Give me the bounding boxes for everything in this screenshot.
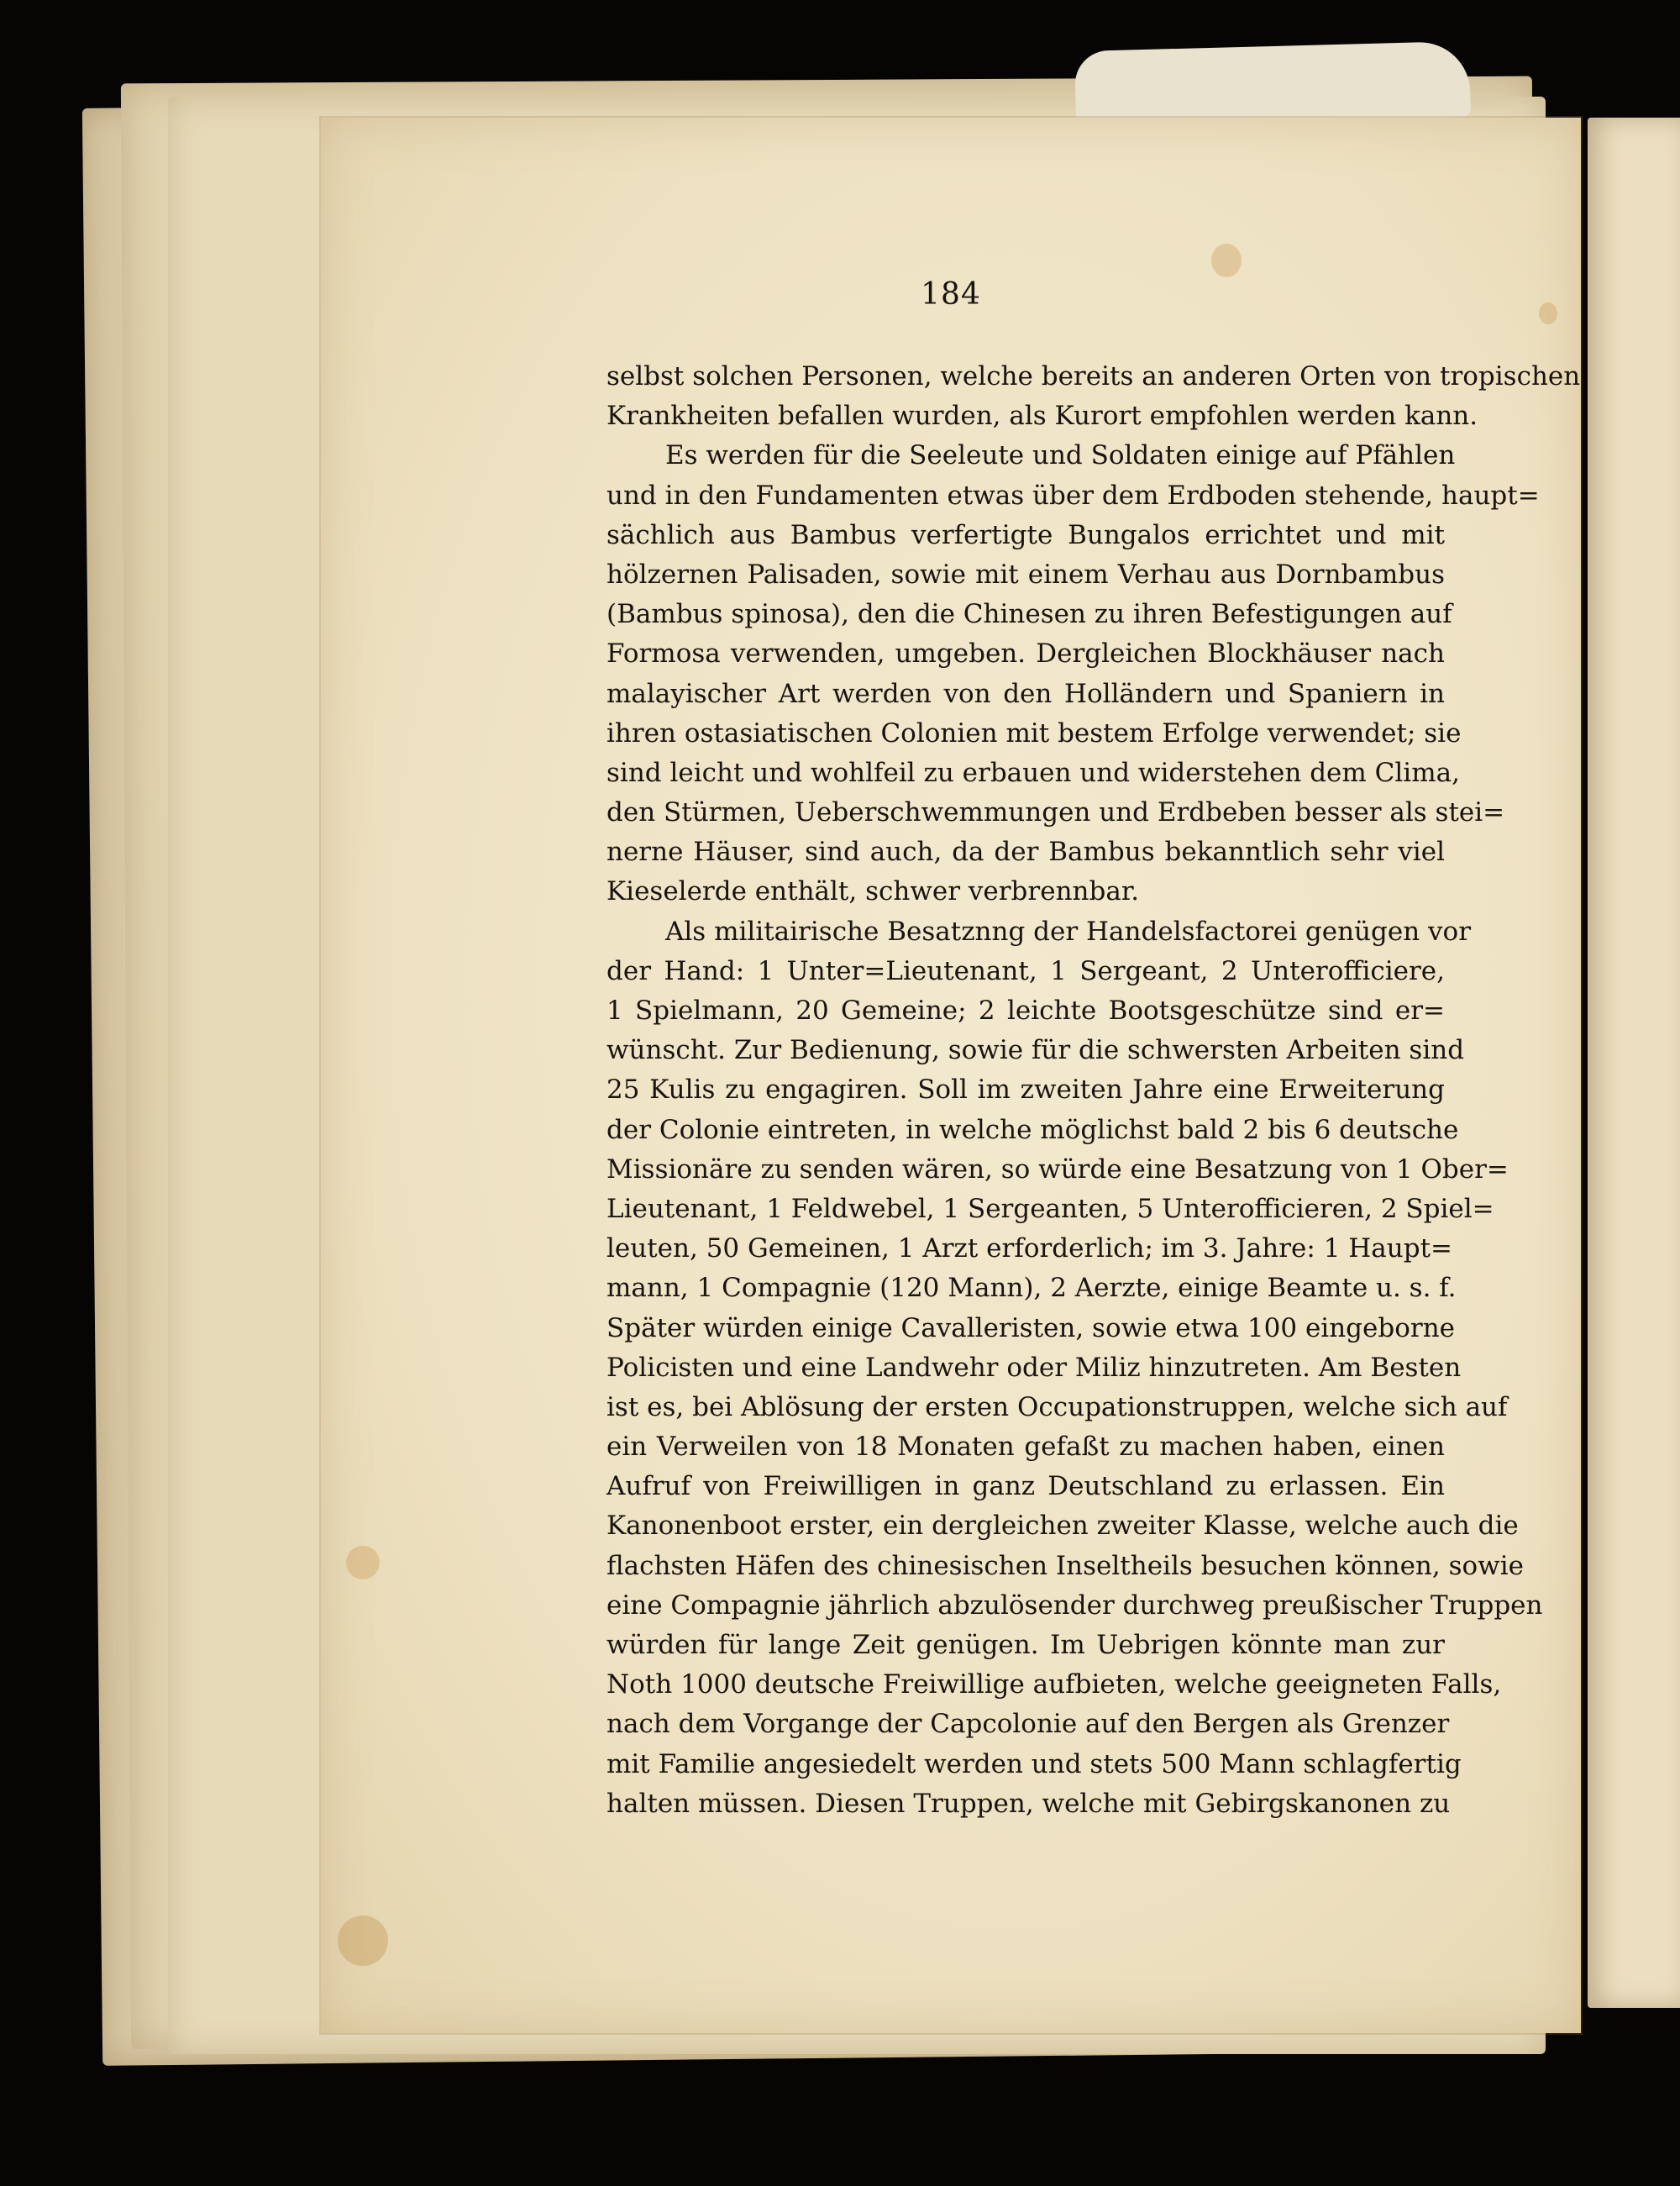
paper-stain	[346, 1546, 380, 1579]
text-line: nerne Häuser, sind auch, da der Bambus bekanntlich sehr viel	[606, 837, 1445, 868]
text-line: nach dem Vorgange der Capcolonie auf den Bergen als Grenzer	[606, 1709, 1450, 1740]
text-line: hölzernen Palisaden, sowie mit einem Verhau aus Dornbambus	[606, 559, 1445, 590]
text-line: sind leicht und wohlfeil zu erbauen und widerstehen dem Clima,	[606, 757, 1460, 788]
body-text	[606, 357, 1581, 1824]
text-line: 25 Kulis zu engagiren. Soll im zweiten Jahre eine Erweiterung	[606, 1075, 1445, 1106]
text-line: Kanonenboot erster, ein dergleichen zweiter Klasse, welche auch die	[606, 1511, 1519, 1542]
text-line: flachsten Häfen des chinesischen Inseltheils besuchen können, sowie	[606, 1550, 1524, 1581]
page-number: 184	[921, 277, 981, 312]
text-line: Missionäre zu senden wären, so würde eine Besatzung von 1 Ober=	[606, 1153, 1509, 1185]
text-line: Später würden einige Cavalleristen, sowie etwa 100 eingeborne	[606, 1312, 1456, 1343]
text-line: 1 Spielmann, 20 Gemeine; 2 leichte Bootsgeschütze sind er=	[606, 996, 1445, 1026]
torn-paper-fragment	[1074, 41, 1471, 127]
text-line: der Hand: 1 Unter=Lieutenant, 1 Sergeant, 2 Unterofficiere,	[606, 955, 1445, 986]
text-line: eine Compagnie jährlich abzulösender durchweg preußischer Truppen	[606, 1590, 1543, 1621]
facing-page-edge	[1588, 118, 1680, 2008]
text-line: Aufruf von Freiwilligen in ganz Deutschland zu erlassen. Ein	[606, 1471, 1445, 1502]
text-line: ist es, bei Ablösung der ersten Occupationstruppen, welche sich auf	[606, 1391, 1508, 1422]
text-line: ihren ostasiatischen Colonien mit bestem Erfolge verwendet; sie	[606, 717, 1462, 749]
text-line: sächlich aus Bambus verfertigte Bungalos errichtet und mit	[606, 519, 1445, 550]
text-line: den Stürmen, Ueberschwemmungen und Erdbeben besser als stei=	[606, 797, 1505, 828]
text-line: malayischer Art werden von den Holländern und Spaniern in	[606, 678, 1445, 709]
text-line: und in den Fundamenten etwas über dem Erdboden stehende, haupt=	[606, 480, 1540, 511]
text-line: Formosa verwenden, umgeben. Dergleichen Blockhäuser nach	[606, 638, 1445, 670]
paper-stain	[1211, 244, 1242, 277]
text-line: Lieutenant, 1 Feldwebel, 1 Sergeanten, 5 Unterofficieren, 2 Spiel=	[606, 1193, 1494, 1224]
text-line: mann, 1 Compagnie (120 Mann), 2 Aerzte, einige Beamte u. s. f.	[606, 1273, 1457, 1304]
paper-stain	[338, 1915, 388, 1966]
text-line: leuten, 50 Gemeinen, 1 Arzt erforderlich; im 3. Jahre: 1 Haupt=	[606, 1233, 1453, 1264]
text-line: würden für lange Zeit genügen. Im Uebrigen könnte man zur	[606, 1630, 1445, 1660]
text-line: Es werden für die Seeleute und Soldaten einige auf Pfählen	[665, 440, 1456, 471]
text-line: selbst solchen Personen, welche bereits an anderen Orten von tropischen	[606, 361, 1581, 391]
text-line: ein Verweilen von 18 Monaten gefaßt zu machen haben, einen	[606, 1432, 1445, 1463]
text-line: halten müssen. Diesen Truppen, welche mit Gebirgskanonen zu	[606, 1788, 1451, 1819]
text-line: (Bambus spinosa), den die Chinesen zu ihren Befestigungen auf	[606, 599, 1452, 630]
text-line: Als militairische Besatznng der Handelsfactorei genügen vor	[665, 916, 1472, 947]
text-line: Noth 1000 deutsche Freiwillige aufbieten, welche geeigneten Falls,	[606, 1669, 1502, 1700]
text-line: wünscht. Zur Bedienung, sowie für die schwersten Arbeiten sind	[606, 1035, 1465, 1066]
text-line: Krankheiten befallen wurden, als Kurort empfohlen werden kann.	[606, 401, 1478, 432]
text-line: Kieselerde enthält, schwer verbrennbar.	[606, 876, 1140, 907]
text-line: mit Familie angesiedelt werden und stets 500 Mann schlagfertig	[606, 1748, 1462, 1779]
text-line: der Colonie eintreten, in welche möglichst bald 2 bis 6 deutsche	[606, 1114, 1459, 1145]
text-line: Policisten und eine Landwehr oder Miliz hinzutreten. Am Besten	[606, 1352, 1462, 1383]
